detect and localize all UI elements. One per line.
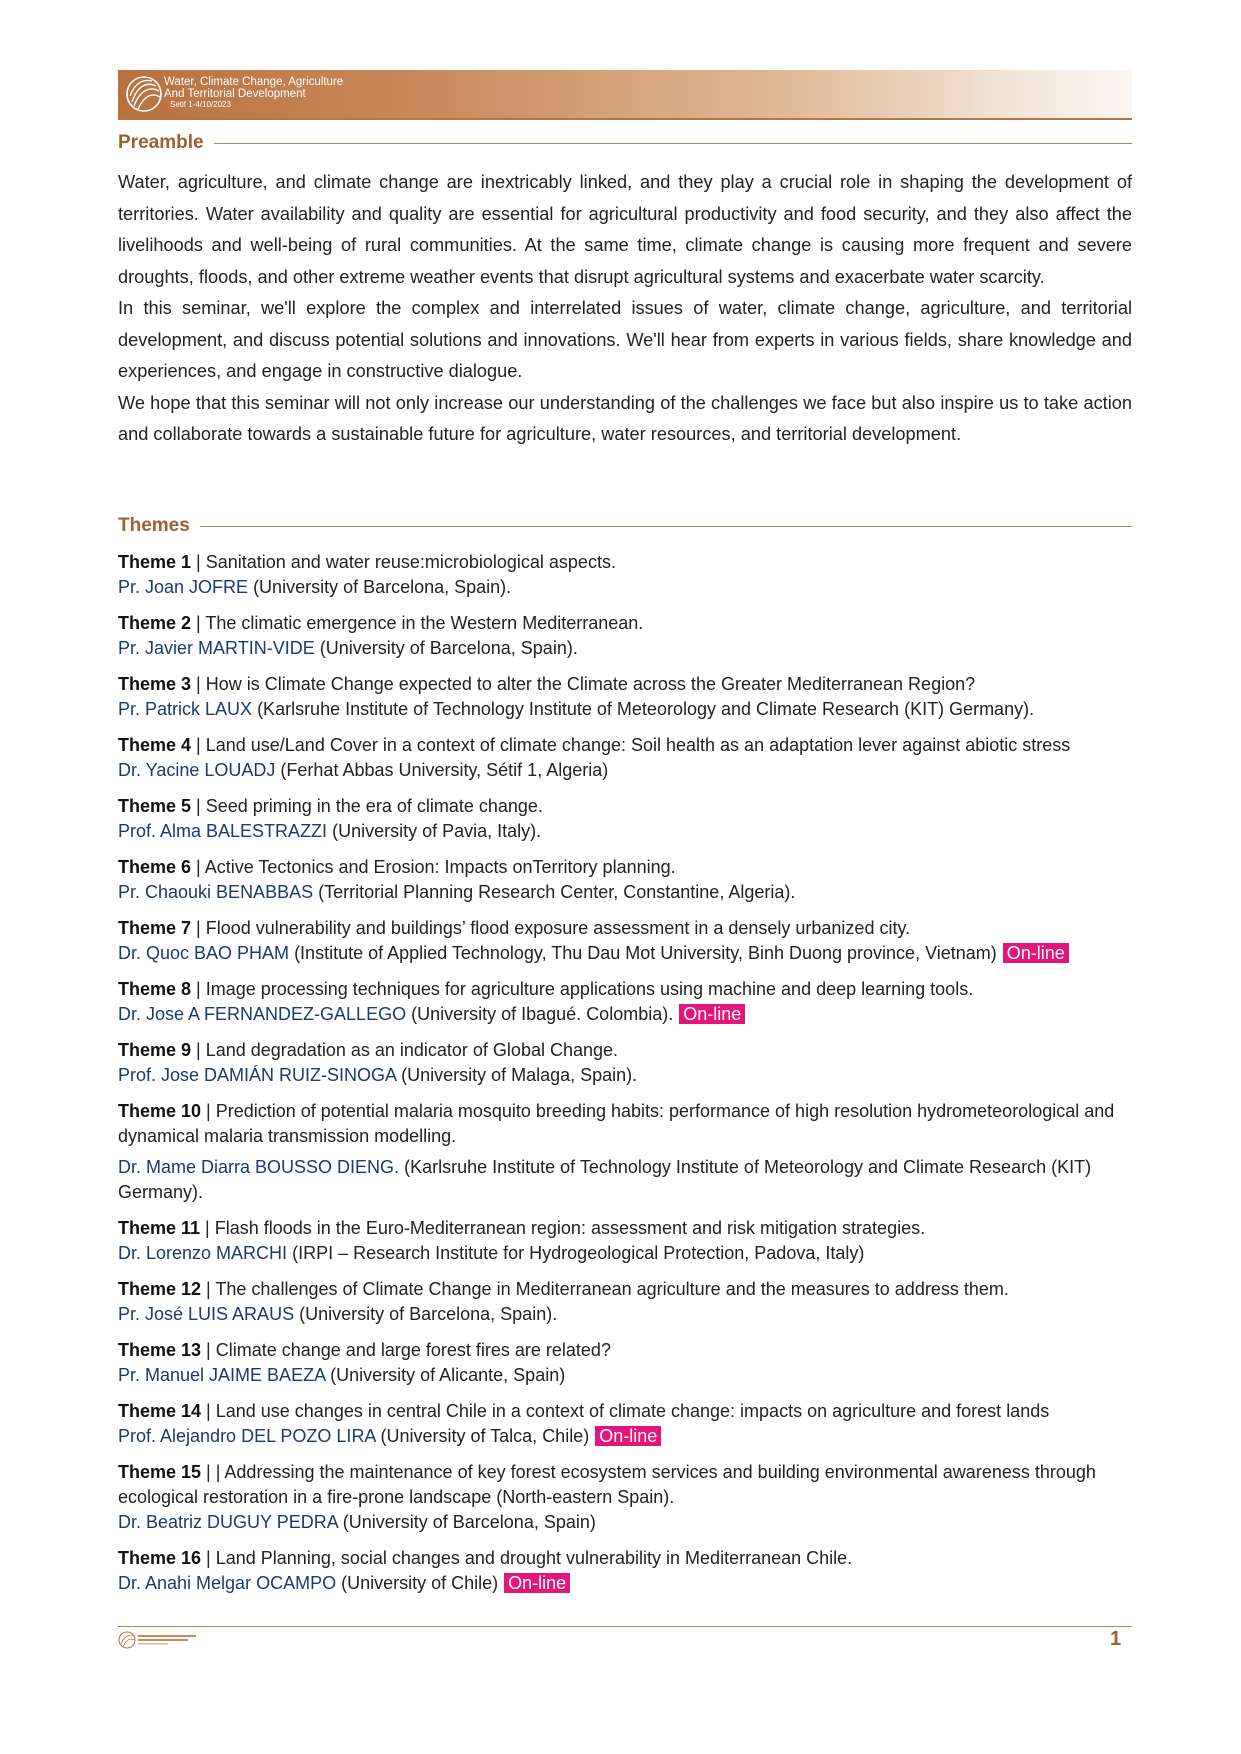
theme-speaker-line <box>118 941 1198 966</box>
theme-affiliation: (Territorial Planning Research Center, Constantine, Algeria). <box>318 882 796 902</box>
theme-affiliation: (Institute of Applied Technology, Thu Dau Mot University, Binh Duong province, Vietnam) <box>294 943 997 963</box>
themes-list <box>118 550 1198 1607</box>
theme-item <box>118 1546 1198 1596</box>
theme-title: Sanitation and water reuse:microbiological aspects. <box>205 552 616 572</box>
theme-separator: | <box>201 1279 216 1299</box>
theme-number: Theme 11 <box>118 1218 201 1238</box>
theme-item <box>118 1460 1198 1535</box>
theme-item <box>118 855 1198 905</box>
theme-number: Theme 14 <box>118 1401 202 1421</box>
theme-title-line <box>118 1216 1198 1241</box>
theme-speaker: Dr. Lorenzo MARCHI <box>118 1243 288 1263</box>
theme-item <box>118 977 1198 1027</box>
theme-separator: | <box>200 1218 215 1238</box>
theme-affiliation: (University of Barcelona, Spain) <box>342 1512 596 1532</box>
theme-affiliation: (University of Ibagué. Colombia). <box>411 1004 674 1024</box>
theme-speaker: Dr. Yacine LOUADJ <box>118 760 276 780</box>
theme-affiliation: (University of Talca, Chile) <box>380 1426 590 1446</box>
header-banner <box>118 70 1132 120</box>
theme-number: Theme 2 <box>118 613 192 633</box>
theme-title-line <box>118 672 1198 697</box>
themes-heading-text: Themes <box>118 515 190 536</box>
theme-item <box>118 1216 1198 1266</box>
theme-number: Theme 6 <box>118 857 192 877</box>
online-badge: On-line <box>595 1426 661 1446</box>
theme-title: Flash floods in the Euro-Mediterranean region: assessment and risk mitigation strategies. <box>214 1218 926 1238</box>
theme-item <box>118 672 1198 722</box>
theme-number: Theme 4 <box>118 735 192 755</box>
footer-logo-icon <box>118 1630 208 1650</box>
theme-speaker: Pr. Manuel JAIME BAEZA <box>118 1365 326 1385</box>
header-dates: Setif 1-4/10/2023 <box>170 100 231 109</box>
theme-title: Land degradation as an indicator of Global Change. <box>205 1040 619 1060</box>
theme-speaker: Pr. José LUIS ARAUS <box>118 1304 295 1324</box>
theme-title-line <box>118 977 1198 1002</box>
theme-item <box>118 550 1198 600</box>
theme-number: Theme 8 <box>118 979 192 999</box>
online-badge: On-line <box>1003 943 1069 963</box>
theme-item <box>118 916 1198 966</box>
theme-title-line <box>118 916 1198 941</box>
theme-speaker: Prof. Alma BALESTRAZZI <box>118 821 328 841</box>
theme-item <box>118 733 1198 783</box>
theme-speaker-line <box>118 758 1198 783</box>
header-title-line2: And Territorial Development <box>164 88 306 100</box>
theme-separator: | <box>201 1462 216 1482</box>
theme-title-line <box>118 733 1198 758</box>
theme-title-line <box>118 794 1198 819</box>
theme-speaker: Dr. Anahi Melgar OCAMPO <box>118 1573 337 1593</box>
theme-speaker-line <box>118 1510 1198 1535</box>
theme-speaker-line <box>118 1571 1198 1596</box>
theme-affiliation: (University of Barcelona, Spain). <box>253 577 512 597</box>
theme-speaker-line <box>118 1363 1198 1388</box>
theme-title: Land Planning, social changes and drought vulnerability in Mediterranean Chile. <box>215 1548 853 1568</box>
theme-separator: | <box>201 1340 216 1360</box>
theme-number: Theme 9 <box>118 1040 192 1060</box>
preamble-heading-rule <box>214 143 1132 144</box>
theme-number: Theme 7 <box>118 918 192 938</box>
theme-title-line <box>118 1099 1128 1149</box>
themes-heading <box>118 515 1132 537</box>
theme-title-line <box>118 1038 1198 1063</box>
theme-title-line <box>118 1399 1198 1424</box>
theme-separator: | <box>191 918 206 938</box>
theme-title-line <box>118 1546 1198 1571</box>
theme-speaker-line <box>118 636 1198 661</box>
theme-number: Theme 15 <box>118 1462 202 1482</box>
theme-speaker: Dr. Quoc BAO PHAM <box>118 943 290 963</box>
theme-title: Prediction of potential malaria mosquito breeding habits: performance of high resolution hydrometeorological and dynamical malaria transmission modelling. <box>118 1101 1115 1146</box>
theme-affiliation: (Karlsruhe Institute of Technology Institute of Meteorology and Climate Research (KIT) Germany). <box>257 699 1035 719</box>
theme-item <box>118 794 1198 844</box>
theme-title-line <box>118 611 1198 636</box>
theme-item <box>118 611 1198 661</box>
theme-affiliation: (Ferhat Abbas University, Sétif 1, Algeria) <box>280 760 609 780</box>
theme-number: Theme 3 <box>118 674 192 694</box>
theme-affiliation: (University of Barcelona, Spain). <box>319 638 578 658</box>
theme-title-line <box>118 1277 1198 1302</box>
theme-speaker: Pr. Patrick LAUX <box>118 699 253 719</box>
theme-speaker-line <box>118 1241 1198 1266</box>
theme-item <box>118 1399 1198 1449</box>
footer-rule <box>118 1626 1132 1627</box>
header-title <box>164 76 343 110</box>
theme-separator: | <box>191 1040 206 1060</box>
themes-heading-rule <box>200 526 1132 527</box>
theme-separator: | <box>201 1548 216 1568</box>
theme-title: The challenges of Climate Change in Mediterranean agriculture and the measures to address them. <box>215 1279 1009 1299</box>
theme-affiliation: (University of Alicante, Spain) <box>330 1365 566 1385</box>
preamble-heading-text: Preamble <box>118 132 204 153</box>
theme-speaker-line <box>118 1063 1198 1088</box>
theme-separator: | <box>191 796 206 816</box>
theme-speaker: Dr. Mame Diarra BOUSSO DIENG. <box>118 1157 400 1177</box>
theme-speaker-line <box>118 1424 1198 1449</box>
theme-speaker: Pr. Chaouki BENABBAS <box>118 882 314 902</box>
conference-logo-icon <box>124 74 164 114</box>
preamble-paragraph: In this seminar, we'll explore the complex and interrelated issues of water, climate change, agriculture, and territorial development, and discuss potential solutions and innovations. We'll hear from experts in various fields, share knowledge and experiences, and engage in constructive dialogue. <box>118 298 1132 381</box>
theme-speaker-line <box>118 1302 1198 1327</box>
theme-title: Land use/Land Cover in a context of climate change: Soil health as an adaptation lever against abiotic stress <box>205 735 1071 755</box>
theme-title: | Addressing the maintenance of key forest ecosystem services and building environmental awareness through ecological restoration in a fire-prone landscape (North-eastern Spain). <box>118 1462 1096 1507</box>
theme-title: Seed priming in the era of climate change. <box>205 796 543 816</box>
theme-number: Theme 10 <box>118 1101 202 1121</box>
theme-title: Land use changes in central Chile in a context of climate change: impacts on agriculture and forest lands <box>215 1401 1050 1421</box>
online-badge: On-line <box>679 1004 745 1024</box>
theme-number: Theme 1 <box>118 552 192 572</box>
theme-separator: | <box>191 979 206 999</box>
theme-separator: | <box>191 735 206 755</box>
theme-speaker: Prof. Jose DAMIÁN RUIZ-SINOGA <box>118 1065 397 1085</box>
theme-speaker-line <box>118 819 1198 844</box>
theme-speaker: Pr. Joan JOFRE <box>118 577 249 597</box>
theme-title: Climate change and large forest fires are related? <box>215 1340 611 1360</box>
theme-speaker-line <box>118 697 1198 722</box>
theme-speaker-line <box>118 1155 1128 1205</box>
theme-speaker-line <box>118 880 1198 905</box>
preamble-body <box>118 167 1132 451</box>
theme-speaker: Dr. Jose A FERNANDEZ-GALLEGO <box>118 1004 407 1024</box>
theme-speaker: Dr. Beatriz DUGUY PEDRA <box>118 1512 338 1532</box>
theme-item <box>118 1099 1198 1205</box>
theme-speaker: Pr. Javier MARTIN-VIDE <box>118 638 315 658</box>
theme-separator: | <box>191 857 205 877</box>
theme-title: Image processing techniques for agriculture applications using machine and deep learning tools. <box>205 979 974 999</box>
theme-speaker-line <box>118 575 1198 600</box>
theme-number: Theme 16 <box>118 1548 202 1568</box>
theme-separator: | <box>201 1101 216 1121</box>
theme-affiliation: (Karlsruhe Institute of Technology Institute of Meteorology and Climate Research (KIT) Germany). <box>118 1157 1092 1202</box>
theme-title: How is Climate Change expected to alter the Climate across the Greater Mediterranean Region? <box>205 674 976 694</box>
header-title-line1: Water, Climate Change, Agriculture <box>164 76 344 88</box>
theme-affiliation: (University of Barcelona, Spain). <box>299 1304 558 1324</box>
theme-affiliation: (University of Malaga, Spain). <box>401 1065 638 1085</box>
online-badge: On-line <box>504 1573 570 1593</box>
preamble-paragraph: We hope that this seminar will not only increase our understanding of the challenges we face but also inspire us to take action and collaborate towards a sustainable future for agriculture, water resources, and territorial development. <box>118 392 1132 444</box>
theme-separator: | <box>191 552 206 572</box>
theme-title-line <box>118 1460 1128 1510</box>
preamble-heading <box>118 132 1132 154</box>
theme-separator: | <box>191 674 206 694</box>
theme-item <box>118 1277 1198 1327</box>
theme-title-line <box>118 855 1198 880</box>
theme-number: Theme 12 <box>118 1279 202 1299</box>
theme-item <box>118 1038 1198 1088</box>
theme-separator: | <box>191 613 206 633</box>
theme-number: Theme 5 <box>118 796 192 816</box>
theme-speaker: Prof. Alejandro DEL POZO LIRA <box>118 1426 376 1446</box>
theme-affiliation: (University of Chile) <box>341 1573 499 1593</box>
theme-title-line <box>118 550 1198 575</box>
theme-item <box>118 1338 1198 1388</box>
theme-affiliation: (IRPI – Research Institute for Hydrogeological Protection, Padova, Italy) <box>292 1243 865 1263</box>
theme-speaker-line <box>118 1002 1198 1027</box>
theme-title-line <box>118 1338 1198 1363</box>
theme-separator: | <box>201 1401 216 1421</box>
theme-number: Theme 13 <box>118 1340 202 1360</box>
theme-title: Flood vulnerability and buildings’ flood exposure assessment in a densely urbanized city. <box>205 918 911 938</box>
theme-title: Active Tectonics and Erosion: Impacts onTerritory planning. <box>204 857 676 877</box>
page-number: 1 <box>1110 1628 1122 1650</box>
theme-affiliation: (University of Pavia, Italy). <box>332 821 542 841</box>
preamble-paragraph: Water, agriculture, and climate change are inextricably linked, and they play a crucial role in shaping the development of territories. Water availability and quality are essential for agricultural productivity and food security, and they also affect the livelihoods and well-being of rural communities. At the same time, climate change is causing more frequent and severe droughts, floods, and other extreme weather events that disrupt agricultural systems and exacerbate water scarcity. <box>118 172 1132 287</box>
theme-title: The climatic emergence in the Western Mediterranean. <box>205 613 644 633</box>
